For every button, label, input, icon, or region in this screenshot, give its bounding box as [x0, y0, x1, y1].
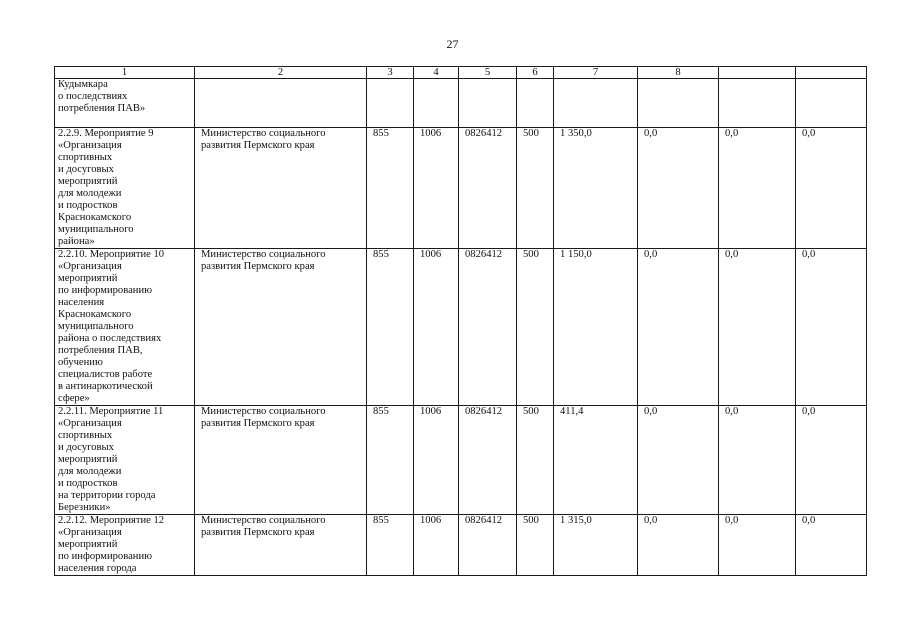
cell-col-9: 0,0	[719, 128, 796, 249]
executor: Министерство социального развития Пермского края	[195, 249, 367, 406]
cell-col-5	[459, 79, 517, 128]
cell-col-5: 0826412	[459, 515, 517, 576]
cell-col-10: 0,0	[796, 515, 867, 576]
cell-col-9: 0,0	[719, 515, 796, 576]
header-col-9	[719, 67, 796, 79]
table-row	[55, 79, 867, 128]
header-col-7: 7	[554, 67, 638, 79]
cell-col-3: 855	[367, 128, 414, 249]
cell-col-3: 855	[367, 249, 414, 406]
cell-col-7: 1 350,0	[554, 128, 638, 249]
cell-col-9: 0,0	[719, 406, 796, 515]
header-col-8: 8	[638, 67, 719, 79]
table-row	[55, 515, 867, 576]
cell-col-8: 0,0	[638, 515, 719, 576]
table-row	[55, 249, 867, 406]
header-col-4: 4	[414, 67, 459, 79]
executor: Министерство социального развития Пермского края	[195, 406, 367, 515]
cell-col-5: 0826412	[459, 249, 517, 406]
header-col-5: 5	[459, 67, 517, 79]
cell-col-4: 1006	[414, 406, 459, 515]
cell-col-10: 0,0	[796, 128, 867, 249]
cell-col-10: 0,0	[796, 249, 867, 406]
cell-col-4: 1006	[414, 128, 459, 249]
budget-table	[54, 66, 867, 576]
table-row	[55, 406, 867, 515]
cell-col-5: 0826412	[459, 128, 517, 249]
cell-col-6: 500	[517, 128, 554, 249]
cell-col-9	[719, 79, 796, 128]
cell-col-6	[517, 79, 554, 128]
cell-col-6: 500	[517, 406, 554, 515]
measure-name: 2.2.11. Мероприятие 11 «Организация спортивных и досуговых мероприятий для молодежи и подростков на территории города Березники»	[55, 406, 195, 515]
cell-col-6: 500	[517, 249, 554, 406]
cell-col-4: 1006	[414, 515, 459, 576]
cell-col-3: 855	[367, 515, 414, 576]
cell-col-8: 0,0	[638, 249, 719, 406]
table-header-row	[55, 67, 867, 79]
measure-name: Кудымкара о последствиях потребления ПАВ»	[55, 79, 195, 128]
cell-col-10	[796, 79, 867, 128]
cell-col-8	[638, 79, 719, 128]
table-row	[55, 128, 867, 249]
cell-col-3	[367, 79, 414, 128]
cell-col-6: 500	[517, 515, 554, 576]
executor: Министерство социального развития Пермского края	[195, 515, 367, 576]
header-col-1: 1	[55, 67, 195, 79]
measure-name: 2.2.12. Мероприятие 12 «Организация мероприятий по информированию населения города	[55, 515, 195, 576]
measure-name: 2.2.10. Мероприятие 10 «Организация мероприятий по информированию населения Краснокамского муниципального района о последствиях потребления ПАВ, обучению специалистов работе в антинаркотической сфере»	[55, 249, 195, 406]
executor	[195, 79, 367, 128]
cell-col-8: 0,0	[638, 406, 719, 515]
cell-col-7: 1 315,0	[554, 515, 638, 576]
header-col-6: 6	[517, 67, 554, 79]
cell-col-9: 0,0	[719, 249, 796, 406]
cell-col-3: 855	[367, 406, 414, 515]
cell-col-5: 0826412	[459, 406, 517, 515]
header-col-3: 3	[367, 67, 414, 79]
executor: Министерство социального развития Пермского края	[195, 128, 367, 249]
page-number: 27	[446, 37, 459, 51]
cell-col-7: 411,4	[554, 406, 638, 515]
header-col-2: 2	[195, 67, 367, 79]
measure-name: 2.2.9. Мероприятие 9 «Организация спортивных и досуговых мероприятий для молодежи и подростков Краснокамского муниципального района»	[55, 128, 195, 249]
header-col-10	[796, 67, 867, 79]
cell-col-10: 0,0	[796, 406, 867, 515]
cell-col-8: 0,0	[638, 128, 719, 249]
cell-col-4: 1006	[414, 249, 459, 406]
cell-col-7	[554, 79, 638, 128]
cell-col-4	[414, 79, 459, 128]
cell-col-7: 1 150,0	[554, 249, 638, 406]
